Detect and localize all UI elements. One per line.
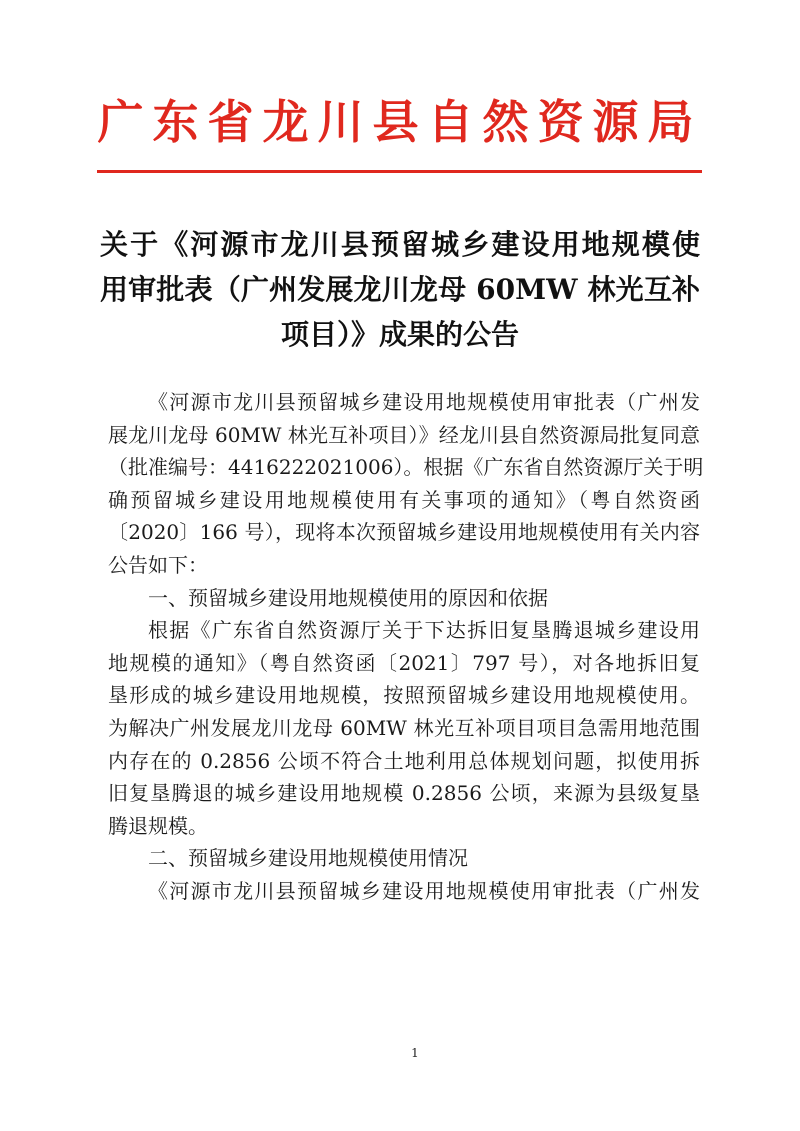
body-line: 〔2020〕166 号），现将本次预留城乡建设用地规模使用有关内容 xyxy=(108,520,700,545)
body-line: 《河源市龙川县预留城乡建设用地规模使用审批表（广州发 xyxy=(148,878,700,903)
body-line: 确预留城乡建设用地规模使用有关事项的通知》（粤自然资函 xyxy=(108,487,700,512)
title-line: 用审批表（广州发展龙川龙母 60MW 林光互补 xyxy=(100,273,700,306)
body-line: 旧复垦腾退的城乡建设用地规模 0.2856 公顷，来源为县级复垦 xyxy=(108,781,700,806)
body-line: 公告如下： xyxy=(108,552,208,577)
section-heading: 二、预留城乡建设用地规模使用情况 xyxy=(148,846,468,871)
body-line: 根据《广东省自然资源厅关于下达拆旧复垦腾退城乡建设用 xyxy=(148,618,700,643)
title-line: 关于《河源市龙川县预留城乡建设用地规模使 xyxy=(100,228,700,261)
body-line: 为解决广州发展龙川龙母 60MW 林光互补项目项目急需用地范围 xyxy=(108,715,700,740)
body-line: （批准编号：4416222021006）。根据《广东省自然资源厅关于明 xyxy=(108,455,704,480)
letterhead-red-rule xyxy=(97,170,702,173)
section-heading: 一、预留城乡建设用地规模使用的原因和依据 xyxy=(148,585,548,610)
body-line: 展龙川龙母 60MW 林光互补项目）》经龙川县自然资源局批复同意 xyxy=(108,422,700,447)
title-line: 项目）》成果的公告 xyxy=(280,318,519,351)
body-line: 内存在的 0.2856 公顷不符合土地利用总体规划问题，拟使用拆 xyxy=(108,748,700,773)
body-line: 腾退规模。 xyxy=(108,813,208,838)
notice-body xyxy=(108,386,704,908)
body-line: 《河源市龙川县预留城乡建设用地规模使用审批表（广州发 xyxy=(148,390,700,414)
page-number: 1 xyxy=(411,1046,419,1060)
body-line: 垦形成的城乡建设用地规模，按照预留城乡建设用地规模使用。 xyxy=(108,683,700,708)
notice-title xyxy=(100,222,700,357)
body-line: 地规模的通知》（粤自然资函〔2021〕797 号），对各地拆旧复 xyxy=(108,650,700,675)
letterhead-title: 广东省龙川县自然资源局 xyxy=(97,95,703,149)
